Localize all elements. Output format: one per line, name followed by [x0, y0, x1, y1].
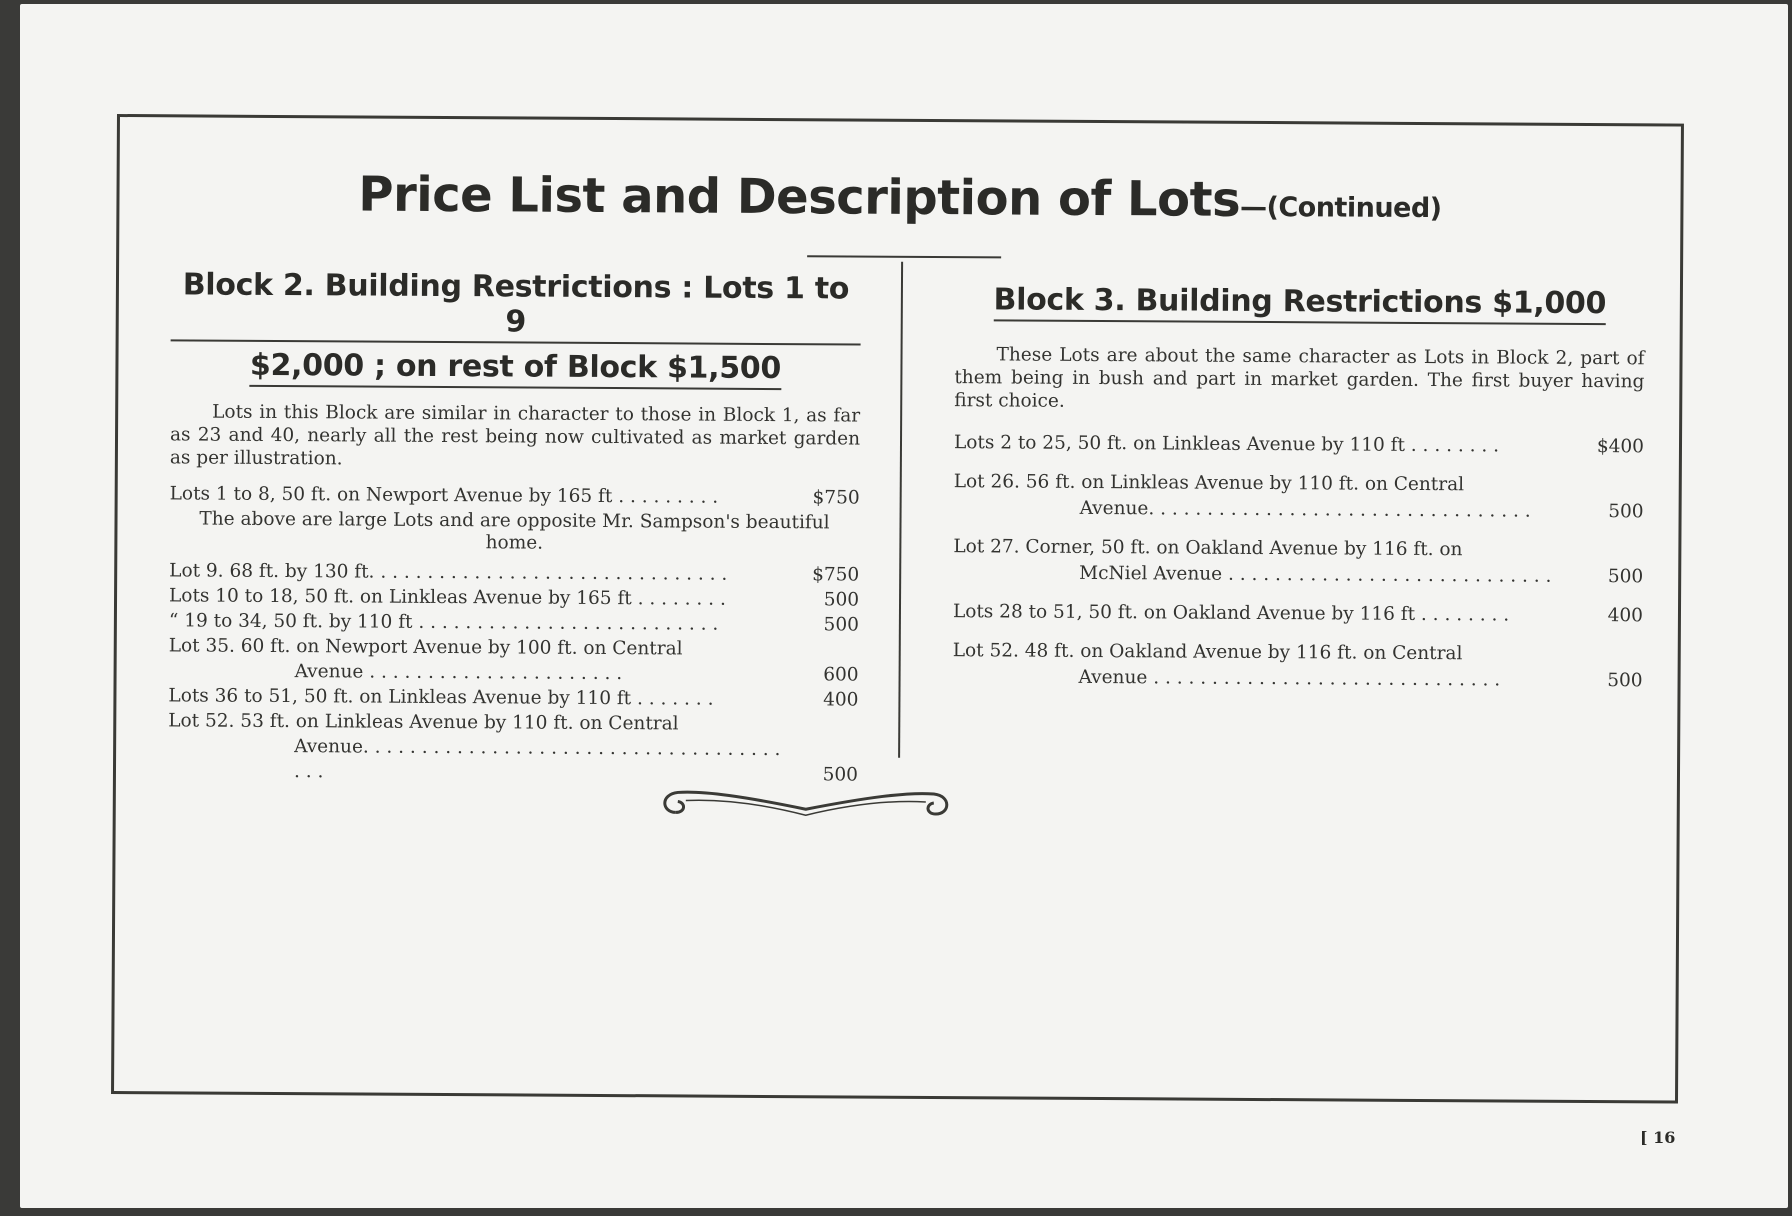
lot-entry [953, 534, 1643, 590]
lot-entry [952, 638, 1642, 694]
lot-entry [954, 469, 1644, 525]
lot-price: 500 [822, 764, 859, 786]
lot-price: 500 [823, 614, 859, 636]
price-list-frame [111, 114, 1684, 1104]
lot-description: “ 19 to 34, 50 ft. by 110 ft . . . . . . . . . . . . . . . . . . . . . . . . . . [168, 610, 719, 635]
lot-price: 500 [1607, 670, 1643, 692]
lot-description: Lots 36 to 51, 50 ft. on Linkleas Avenue by 110 ft . . . . . . . [168, 685, 714, 710]
page-number: [ 16 [1640, 1128, 1676, 1147]
lot-price: 500 [1607, 566, 1644, 588]
block-3-heading [955, 282, 1645, 325]
scroll-ornament [656, 770, 956, 832]
lot-description-continued: McNiel Avenue . . . . . . . . . . . . . . . . . . . . . . . . . . . . [1079, 562, 1552, 587]
block-2-heading-line-1: Block 2. Building Restrictions : Lots 1 to 9 [171, 267, 861, 345]
lot-note: The above are large Lots and are opposite Mr. Sampson's beautiful home. [199, 508, 830, 554]
lot-entry [170, 481, 860, 510]
block-2-column [168, 267, 861, 787]
page [20, 4, 1788, 1208]
block-3-intro: These Lots are about the same character as Lots in Block 2, part of them being in bush and part in market garden. The first buyer having first choice. [954, 344, 1645, 412]
block-2-entries [168, 481, 860, 787]
page-title [119, 165, 1680, 231]
lot-description: Lot 27. Corner, 50 ft. on Oakland Avenue by 116 ft. on [953, 536, 1463, 561]
lot-description: Lots 28 to 51, 50 ft. on Oakland Avenue by 116 ft . . . . . . . . [952, 601, 1510, 626]
lot-price: 400 [1607, 605, 1644, 627]
title-main: Price List and Description of Lots [358, 166, 1241, 228]
lot-description: Lot 35. 60 ft. on Newport Avenue by 100 ft. on Central [168, 635, 683, 660]
lot-price: 500 [823, 589, 860, 611]
column-divider [898, 262, 903, 758]
lot-price: $400 [1596, 436, 1645, 458]
lot-price: 500 [1608, 501, 1644, 523]
lot-price: $750 [812, 564, 860, 586]
lot-description-continued: Avenue . . . . . . . . . . . . . . . . . . . . . . . . . . . . . . [1078, 666, 1501, 691]
block-2-intro: Lots in this Block are similar in character to those in Block 1, as far as 23 and 40, nearly all the rest being now cultivated as market garden as per illustration. [169, 401, 861, 470]
block-3-entries [952, 430, 1644, 694]
lot-description: Lots 2 to 25, 50 ft. on Linkleas Avenue by 110 ft . . . . . . . . [953, 432, 1500, 457]
title-rule [807, 255, 1001, 258]
lot-description: Lots 10 to 18, 50 ft. on Linkleas Avenue by 165 ft . . . . . . . . [168, 585, 726, 610]
block-3-column [952, 272, 1645, 707]
lot-entry [954, 430, 1644, 460]
lot-description: Lots 1 to 8, 50 ft. on Newport Avenue by 165 ft . . . . . . . . . [169, 483, 719, 508]
lot-description: Lot 52. 53 ft. on Linkleas Avenue by 110 ft. on Central [168, 710, 679, 735]
lot-description: Lot 9. 68 ft. by 130 ft. . . . . . . . . . . . . . . . . . . . . . . . . . . . . . . [169, 560, 728, 585]
lot-description-continued: Avenue . . . . . . . . . . . . . . . . . . . . . . [294, 661, 623, 685]
lot-description: Lot 52. 48 ft. on Oakland Avenue by 116 ft. on Central [952, 640, 1463, 665]
lot-entry [953, 599, 1643, 629]
lot-description-continued: Avenue. . . . . . . . . . . . . . . . . . . . . . . . . . . . . . . . . [1079, 497, 1531, 522]
title-suffix: —(Continued) [1239, 191, 1442, 225]
lot-price: 600 [823, 664, 859, 686]
lot-description-continued: Avenue. . . . . . . . . . . . . . . . . . . . . . . . . . . . . . . . . . . . . . . [293, 736, 781, 783]
lot-price: $750 [812, 487, 860, 509]
lot-description: Lot 26. 56 ft. on Linkleas Avenue by 110 ft. on Central [953, 471, 1465, 496]
lot-price: 400 [823, 689, 859, 711]
block-3-heading-line-1: Block 3. Building Restrictions $1,000 [993, 282, 1606, 325]
block-2-heading-line-2: $2,000 ; on rest of Block $1,500 [250, 348, 781, 390]
block-2-heading [170, 267, 861, 390]
lot-entry [169, 633, 859, 687]
